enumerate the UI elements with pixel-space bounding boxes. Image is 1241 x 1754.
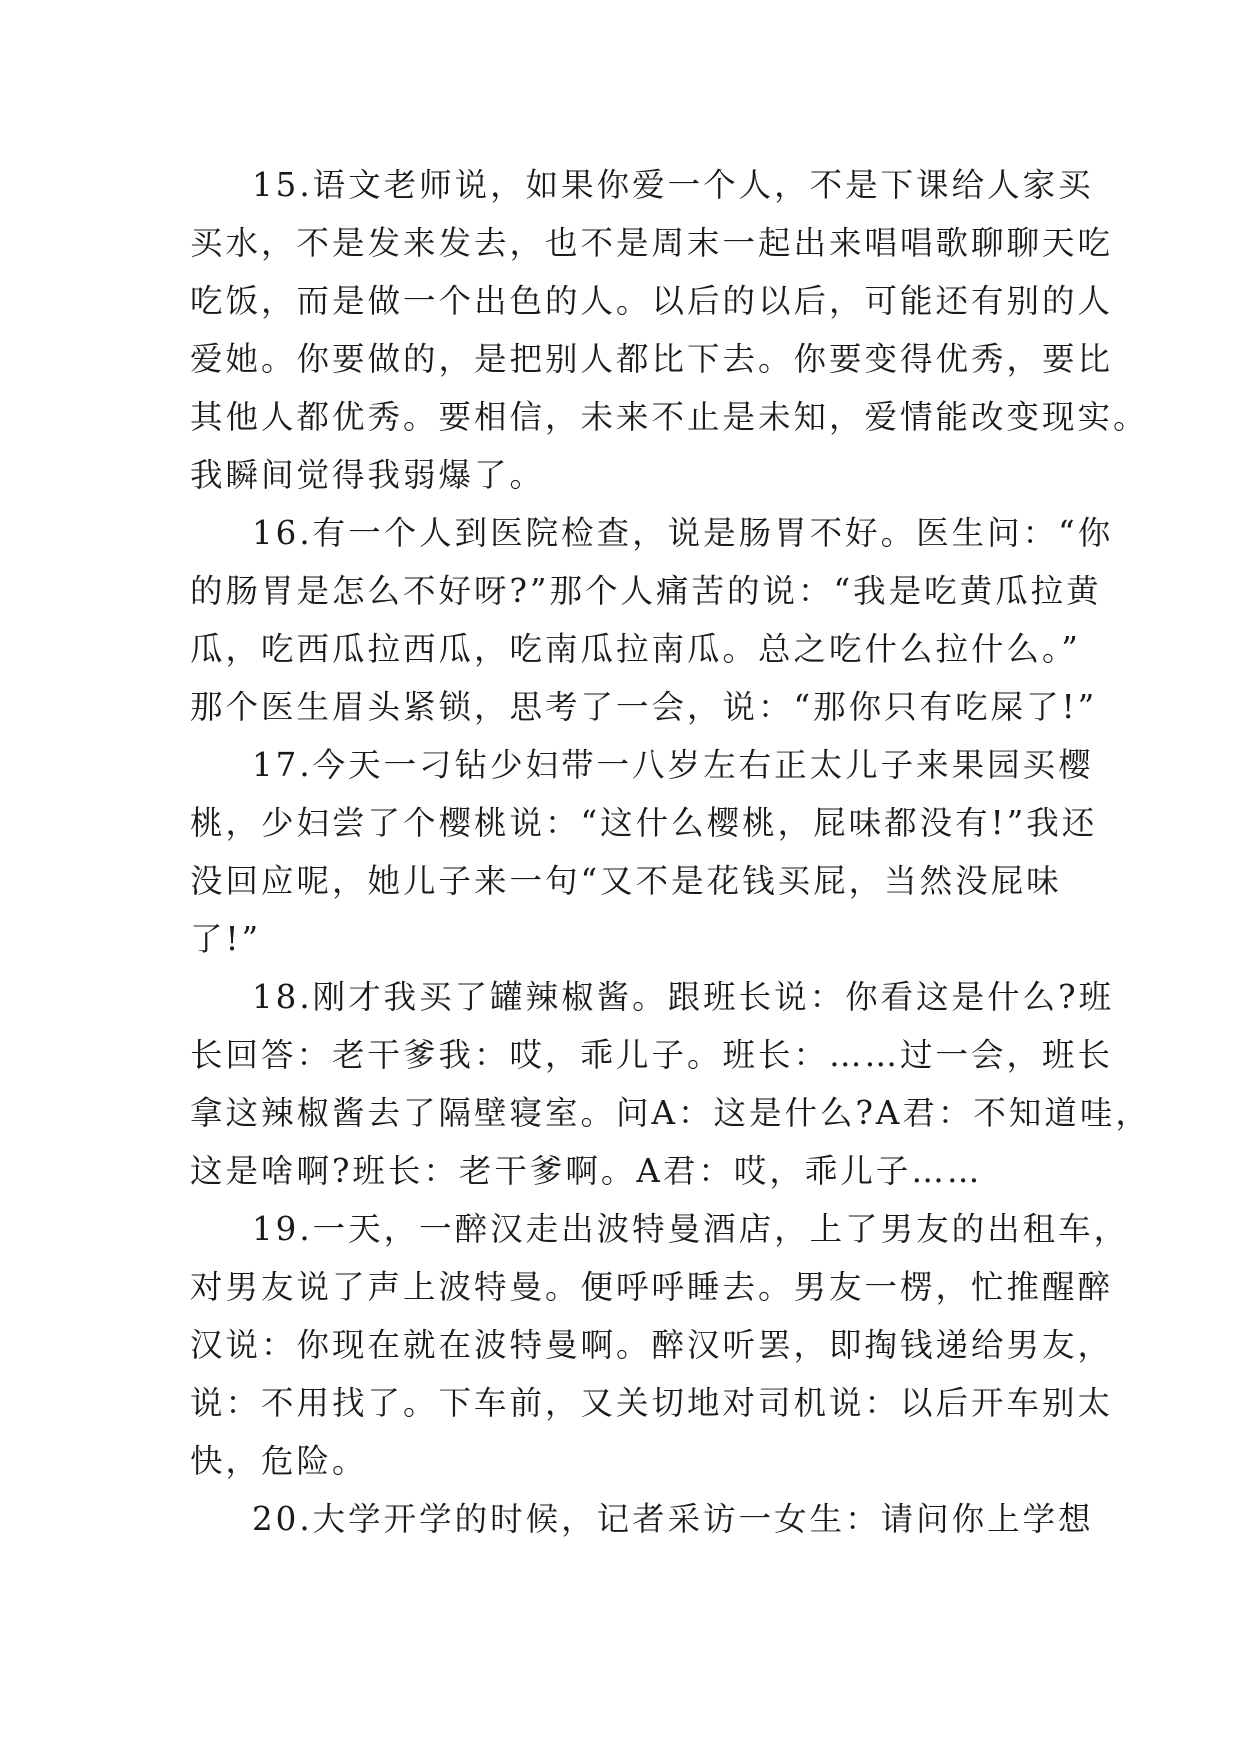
paragraph-line: 了!” — [190, 920, 262, 958]
paragraph-16 — [190, 504, 1114, 736]
paragraph-line: 没回应呢，她儿子来一句“又不是花钱买屁，当然没屁味 — [190, 862, 1062, 900]
paragraph-line: 这是啥啊?班长：老干爹啊。A君：哎，乖儿子…… — [190, 1152, 983, 1190]
paragraph-line: 18.刚才我买了罐辣椒酱。跟班长说：你看这是什么?班 — [252, 978, 1115, 1016]
paragraph-line: 的肠胃是怎么不好呀?”那个人痛苦的说：“我是吃黄瓜拉黄 — [190, 572, 1102, 610]
paragraph-line: 我瞬间觉得我弱爆了。 — [190, 456, 546, 494]
paragraph-19 — [190, 1200, 1130, 1490]
text-body — [190, 156, 1151, 1548]
paragraph-line: 爱她。你要做的，是把别人都比下去。你要变得优秀，要比 — [190, 340, 1114, 378]
paragraph-15 — [190, 156, 1149, 504]
paragraph-line: 瓜，吃西瓜拉西瓜，吃南瓜拉南瓜。总之吃什么拉什么。” — [190, 630, 1081, 668]
paragraph-line: 15.语文老师说，如果你爱一个人，不是下课给人家买 — [252, 166, 1094, 204]
paragraph-line: 那个医生眉头紧锁，思考了一会，说：“那你只有吃屎了!” — [190, 688, 1098, 726]
paragraph-line: 吃饭，而是做一个出色的人。以后的以后，可能还有别的人 — [190, 282, 1114, 320]
paragraph-line: 长回答：老干爹我：哎，乖儿子。班长：……过一会，班长 — [190, 1036, 1114, 1074]
paragraph-20 — [190, 1490, 1094, 1548]
paragraph-17 — [190, 736, 1098, 968]
paragraph-line: 快，危险。 — [190, 1442, 368, 1480]
paragraph-line: 桃，少妇尝了个樱桃说：“这什么樱桃，屁味都没有!”我还 — [190, 804, 1098, 842]
paragraph-line: 对男友说了声上波特曼。便呼呼睡去。男友一楞，忙推醒醉 — [190, 1268, 1114, 1306]
paragraph-18 — [190, 968, 1151, 1200]
paragraph-line: 汉说：你现在就在波特曼啊。醉汉听罢，即掏钱递给男友， — [190, 1326, 1114, 1364]
paragraph-line: 拿这辣椒酱去了隔壁寝室。问A：这是什么?A君：不知道哇， — [190, 1094, 1151, 1132]
paragraph-line: 买水，不是发来发去，也不是周末一起出来唱唱歌聊聊天吃 — [190, 224, 1114, 262]
paragraph-line: 其他人都优秀。要相信，未来不止是未知，爱情能改变现实。 — [190, 398, 1149, 436]
paragraph-line: 17.今天一刁钻少妇带一八岁左右正太儿子来果园买樱 — [252, 746, 1094, 784]
paragraph-line: 16.有一个人到医院检查，说是肠胃不好。医生问：“你 — [252, 514, 1114, 552]
paragraph-line: 19.一天，一醉汉走出波特曼酒店，上了男友的出租车， — [252, 1210, 1130, 1248]
paragraph-line: 20.大学开学的时候，记者采访一女生：请问你上学想 — [252, 1500, 1094, 1538]
paragraph-line: 说：不用找了。下车前，又关切地对司机说：以后开车别太 — [190, 1384, 1114, 1422]
